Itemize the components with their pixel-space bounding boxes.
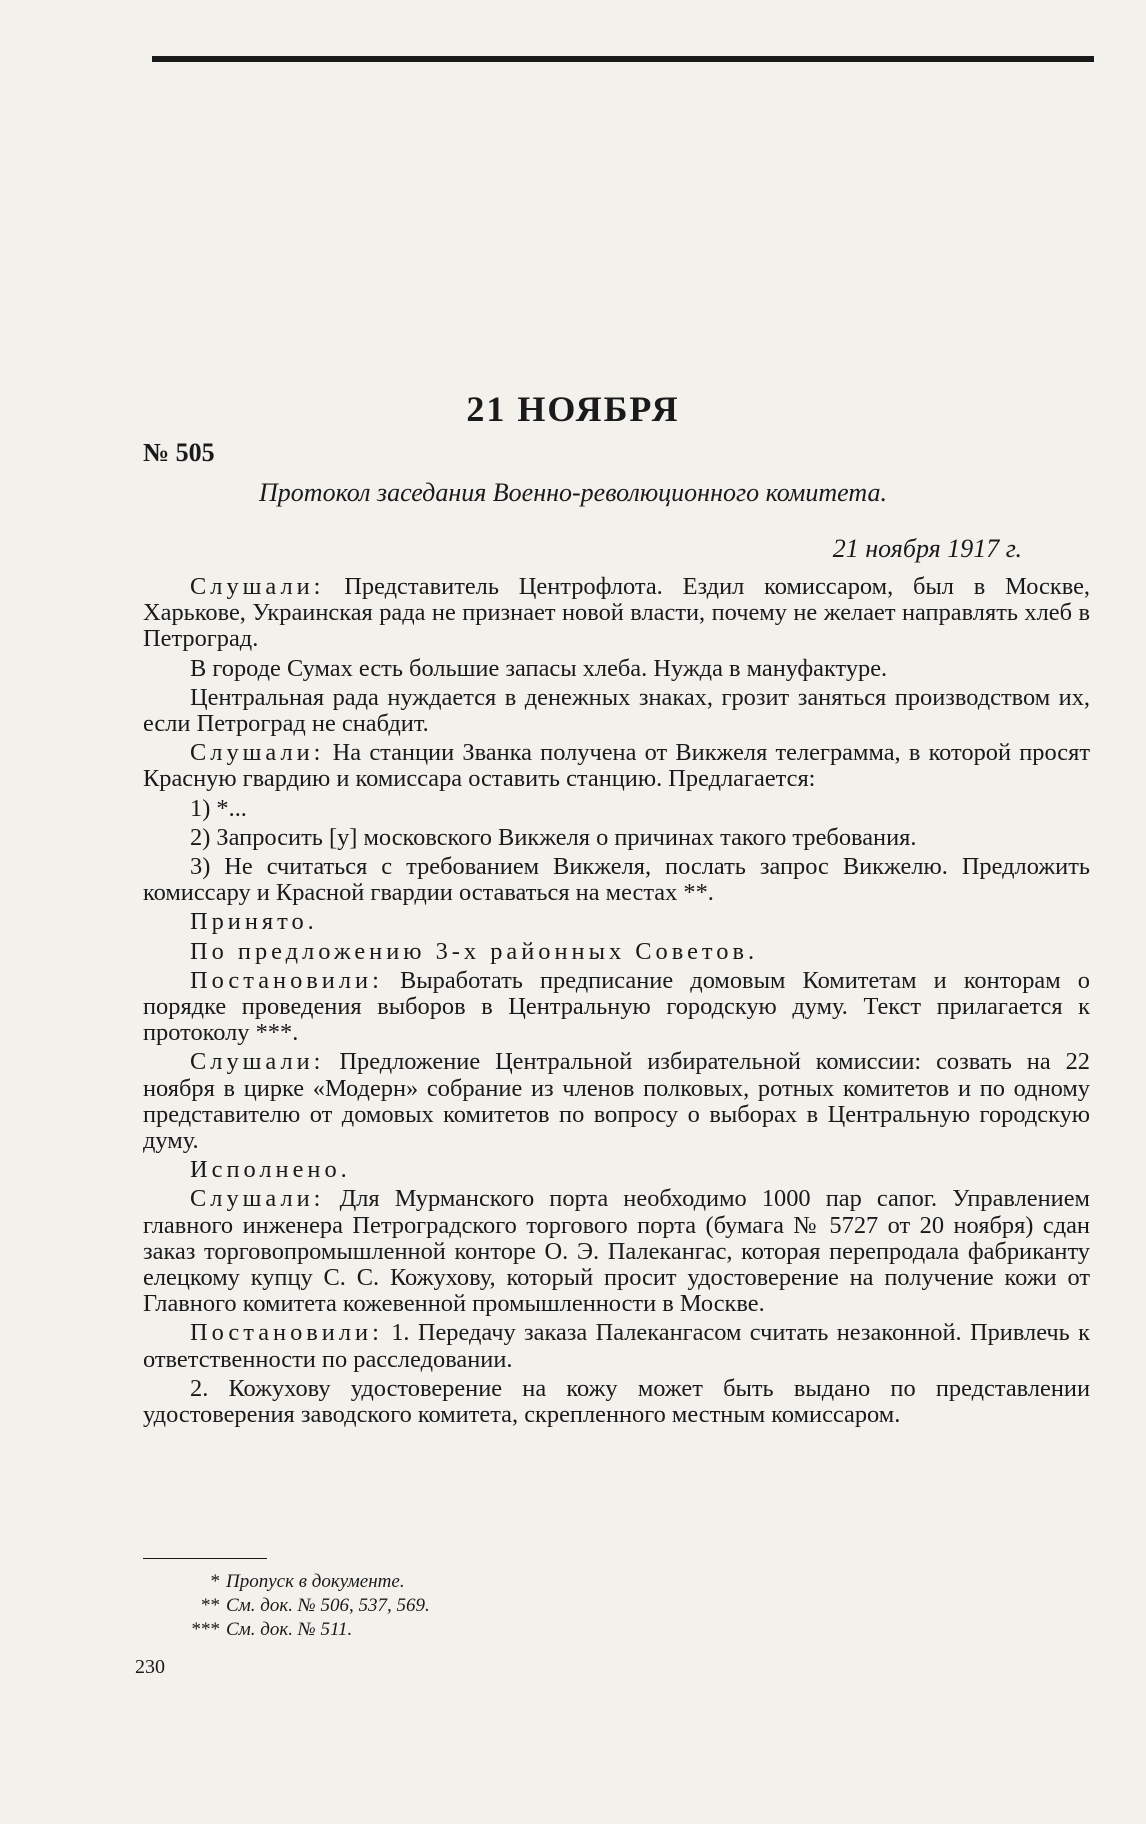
paragraph [143, 656, 1090, 682]
document-number: № 505 [143, 438, 215, 467]
paragraph-text: 2) Запросить [у] московского Викжеля о причинах такого требования. [190, 823, 917, 851]
header-rule [152, 56, 1094, 62]
footnote-text: См. док. № 506, 537, 569. [226, 1595, 430, 1616]
footnote [180, 1594, 430, 1618]
paragraph [143, 854, 1090, 906]
paragraph-text: 1) *... [190, 794, 247, 822]
paragraph [143, 1157, 1090, 1183]
paragraph-text: Центральная рада нуждается в денежных знаках, грозит заняться производством их, если Петроград не снабдит. [143, 683, 1090, 738]
paragraph-lead: Слушали: [190, 1048, 325, 1076]
paragraph [143, 1320, 1090, 1372]
document-date: 21 ноября 1917 г. [832, 534, 1022, 563]
footnote-mark: * [210, 1571, 220, 1592]
page-number: 230 [135, 1656, 165, 1678]
paragraph-lead: Слушали: [190, 1185, 325, 1213]
paragraph-text: 3) Не считаться с требованием Викжеля, послать запрос Викжелю. Предложить комиссару и Красной гвардии оставаться на местах **. [143, 853, 1090, 907]
document-title: Протокол заседания Военно-революционного комитета. [259, 478, 887, 507]
paragraph-text: Для Мурманского порта необходимо 1000 пар сапог. Управлением главного инженера Петроградского торгового порта (бумага № 5727 от 20 ноября) сдан заказ торговопромышленной конторе О. Э. Палекангас, которая перепродала фабриканту елецкому купцу С. С. Кожухову, который просит удостоверение на получение кожи от Главного комитета кожевенной промышленности в Москве. [143, 1185, 1090, 1318]
footnote [180, 1570, 430, 1594]
date-heading: 21 НОЯБРЯ [466, 389, 680, 429]
paragraph [143, 574, 1090, 653]
footnote-mark: *** [191, 1619, 220, 1640]
paragraph [143, 909, 1090, 935]
paragraph-lead: Постановили: [190, 1319, 383, 1347]
paragraph-lead: Слушали: [190, 573, 325, 600]
paragraph [143, 968, 1090, 1047]
paragraph-text: Представитель Центрофлота. Ездил комиссаром, был в Москве, Харькове, Украинская рада не признает новой власти, почему не желает направлять хлеб в Петроград. [143, 573, 1090, 653]
paragraph [143, 1049, 1090, 1154]
protocol-body [143, 574, 1090, 1431]
paragraph-lead: Слушали: [190, 739, 325, 767]
paragraph-text: Предложение Центральной избирательной комиссии: созвать на 22 ноября в цирке «Модерн» собрание из членов полковых, ротных комитетов и по одному представителю от домовых комитетов по вопросу о выборах в Центральную городскую думу. [143, 1048, 1090, 1155]
paragraph-text: В городе Сумах есть большие запасы хлеба. Нужда в мануфактуре. [190, 654, 888, 682]
paragraph-lead: По предложению 3-х районных Советов. [190, 937, 759, 965]
paragraph-text: 2. Кожухову удостоверение на кожу может быть выдано по представлении удостоверения заводского комитета, скрепленного местным комиссаром. [143, 1374, 1090, 1429]
paragraph-lead: Постановили: [190, 966, 383, 994]
paragraph [143, 796, 1090, 822]
paragraph-text: Выработать предписание домовым Комитетам и конторам о порядке проведения выборов в Центральную городскую думу. Текст прилагается к протоколу ***. [143, 966, 1090, 1047]
paragraph [143, 1186, 1090, 1317]
paragraph [143, 939, 1090, 965]
paragraph [143, 825, 1090, 851]
footnote-text: См. док. № 511. [226, 1619, 353, 1640]
paragraph-lead: Принято. [190, 908, 318, 936]
paragraph-lead: Исполнено. [190, 1156, 351, 1184]
footnote-rule [143, 1558, 267, 1559]
paragraph-text: 1. Передачу заказа Палекангасом считать незаконной. Привлечь к ответственности по расследовании. [143, 1319, 1090, 1373]
paragraph [143, 685, 1090, 737]
footnote-text: Пропуск в документе. [226, 1571, 405, 1592]
footnotes [180, 1570, 430, 1642]
paragraph [143, 740, 1090, 792]
paragraph [143, 1376, 1090, 1428]
footnote [180, 1618, 430, 1642]
paragraph-text: На станции Званка получена от Викжеля телеграмма, в которой просят Красную гвардию и комиссара оставить станцию. Предлагается: [143, 739, 1090, 793]
footnote-mark: ** [201, 1595, 220, 1616]
